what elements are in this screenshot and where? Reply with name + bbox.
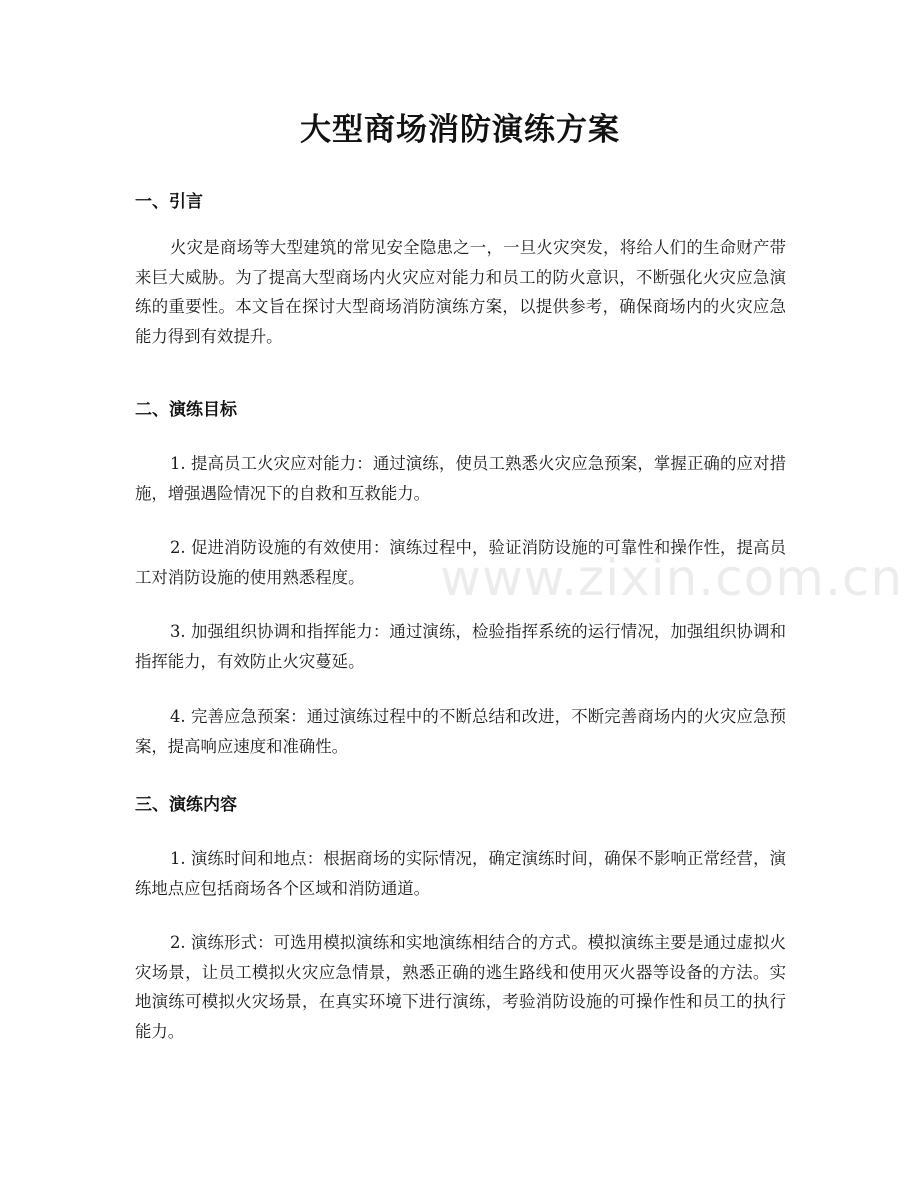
paragraph-goal-4: 4. 完善应急预案：通过演练过程中的不断总结和改进，不断完善商场内的火灾应急预案，提高响应速度和准确性。 xyxy=(135,707,786,756)
paragraph-goal-3: 3. 加强组织协调和指挥能力：通过演练，检验指挥系统的运行情况，加强组织协调和指挥能力，有效防止火灾蔓延。 xyxy=(135,622,786,671)
document-title: 大型商场消防演练方案 xyxy=(300,112,620,148)
watermark: www.zixin.com.cn xyxy=(440,549,904,607)
paragraph-content-1: 1. 演练时间和地点：根据商场的实际情况，确定演练时间，确保不影响正常经营，演练地点应包括商场各个区域和消防通道。 xyxy=(135,849,786,898)
section-heading-content: 三、演练内容 xyxy=(135,795,237,815)
paragraph-goal-1: 1. 提高员工火灾应对能力：通过演练，使员工熟悉火灾应急预案，掌握正确的应对措施，增强遇险情况下的自救和互救能力。 xyxy=(135,454,786,503)
section-heading-goals: 二、演练目标 xyxy=(135,400,237,420)
section-heading-introduction: 一、引言 xyxy=(135,192,203,212)
paragraph-content-2: 2. 演练形式：可选用模拟演练和实地演练相结合的方式。模拟演练主要是通过虚拟火灾场景，让员工模拟火灾应急情景，熟悉正确的逃生路线和使用灭火器等设备的方法。实地演练可模拟火灾场景，在真实环境下进行演练，考验消防设施的可操作性和员工的执行能力。 xyxy=(135,933,786,1041)
paragraph-introduction: 火灾是商场等大型建筑的常见安全隐患之一，一旦火灾突发，将给人们的生命财产带来巨大威胁。为了提高大型商场内火灾应对能力和员工的防火意识，不断强化火灾应急演练的重要性。本文旨在探讨大型商场消防演练方案，以提供参考，确保商场内的火灾应急能力得到有效提升。 xyxy=(135,238,786,346)
paragraph-goal-2: 2. 促进消防设施的有效使用：演练过程中，验证消防设施的可靠性和操作性，提高员工对消防设施的使用熟悉程度。 xyxy=(135,538,786,587)
